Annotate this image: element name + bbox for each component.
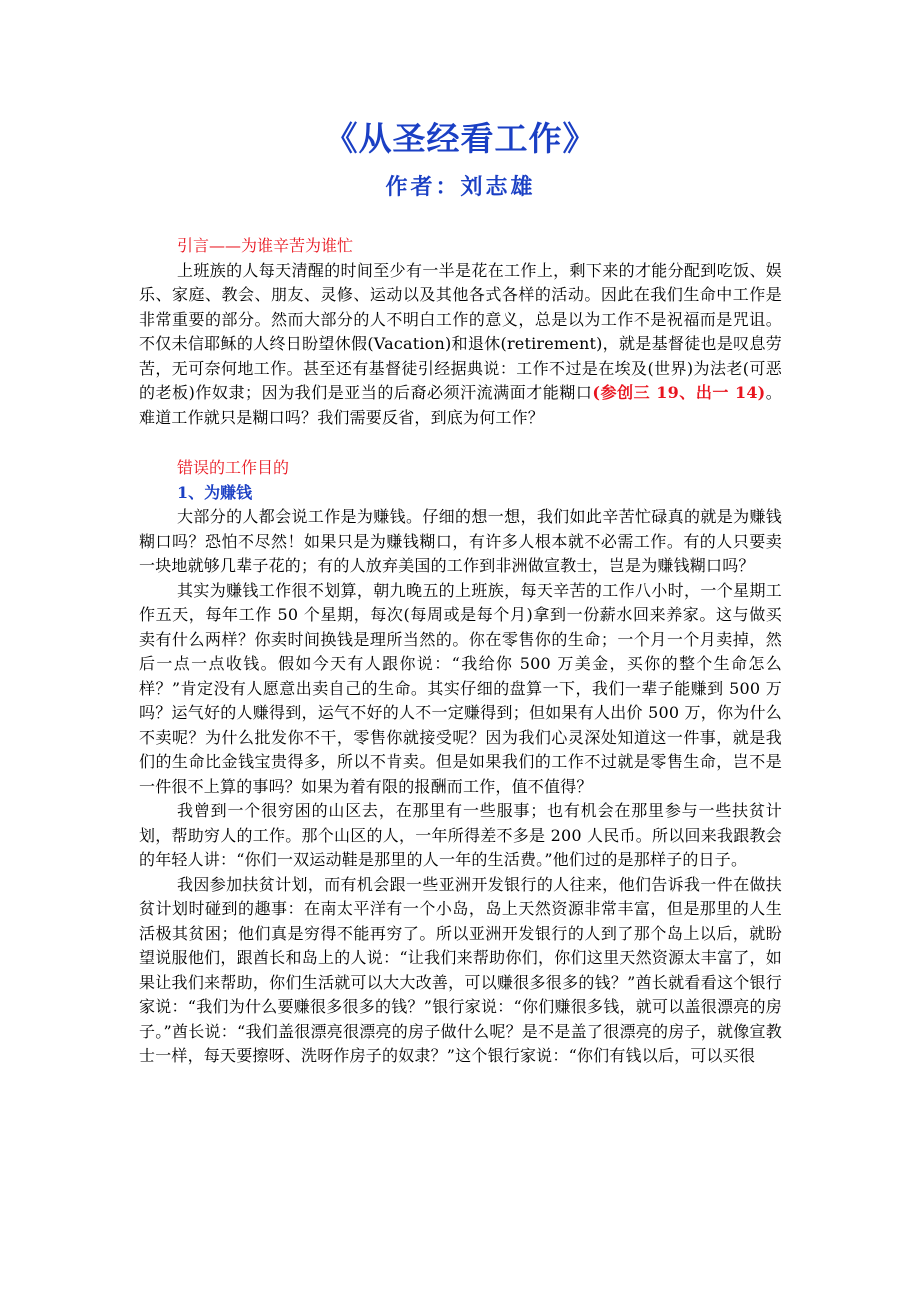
body-paragraph-3: 我曾到一个很穷困的山区去，在那里有一些服事；也有机会在那里参与一些扶贫计划，帮助穷人的工作。那个山区的人，一年所得差不多是 200 人民币。所以回来我跟教会的年轻人讲：“你们一双运动鞋是那里的人一年的生活费。”他们过的是那样子的日子。: [139, 801, 782, 869]
intro-paragraph-ending: 。难道工作就只是糊口吗？我们需要反省，到底为何工作？: [139, 383, 782, 427]
document-author: 作者：刘志雄: [385, 175, 536, 200]
intro-paragraph: [139, 259, 782, 431]
body-paragraph-2: 其实为赚钱工作很不划算，朝九晚五的上班族，每天辛苦的工作八小时，一个星期工作五天，每年工作 50 个星期，每次(每周或是每个月)拿到一份薪水回来养家。这与做买卖有什么两样？你卖时间换钱是理所当然的。你在零售你的生命；一个月一个月卖掉，然后一点一点收钱。假如今天有人跟你说：“我给你 500 万美金，买你的整个生命怎么样？”肯定没有人愿意出卖自己的生命。其实仔细的盘算一下，我们一辈子能赚到 500 万吗？运气好的人赚得到，运气不好的人不一定赚得到；但如果有人出价 500 万，你为什么不卖呢？为什么批发你不干，零售你就接受呢？因为我们心灵深处知道这一件事，就是我们的生命比金钱宝贵得多，所以不肯卖。但是如果我们的工作不过就是零售生命，岂不是一件很不上算的事吗？如果为着有限的报酬而工作，值不值得？: [139, 580, 782, 796]
section-heading: 错误的工作目的: [177, 458, 290, 477]
intro-heading: 引言——为谁辛苦为谁忙: [177, 236, 354, 255]
spacer: [139, 204, 782, 234]
intro-paragraph-text: 上班族的人每天清醒的时间至少有一半是花在工作上，剩下来的才能分配到吃饭、娱乐、家庭、教会、朋友、灵修、运动以及其他各式各样的活动。因此在我们生命中工作是非常重要的部分。然而大部分的人不明白工作的意义，总是以为工作不是祝福而是咒诅。不仅未信耶稣的人终日盼望休假(Vacation)和退休(retirement)，就是基督徒也是叹息劳苦，无可奈何地工作。甚至还有基督徒引经据典说：工作不过是在埃及(世界)为法老(可恶的老板)作奴隶；因为我们是亚当的后裔必须汗流满面才能糊口: [139, 260, 782, 402]
scripture-reference: (参创三 19、出一 14): [592, 383, 766, 402]
body-paragraph-4: 我因参加扶贫计划，而有机会跟一些亚洲开发银行的人往来，他们告诉我一件在做扶贫计划时碰到的趣事：在南太平洋有一个小岛，岛上天然资源非常丰富，但是那里的人生活极其贫困；他们真是穷得不能再穷了。所以亚洲开发银行的人到了那个岛上以后，就盼望说服他们，跟酋长和岛上的人说：“让我们来帮助你们，你们这里天然资源太丰富了，如果让我们来帮助，你们生活就可以大大改善，可以赚很多很多的钱？”酋长就看看这个银行家说：“我们为什么要赚很多很多的钱？”银行家说：“你们赚很多钱，就可以盖很漂亮的房子。”酋长说：“我们盖很漂亮很漂亮的房子做什么呢？是不是盖了很漂亮的房子，就像宣教士一样，每天要擦呀、洗呀作房子的奴隶？”这个银行家说：“你们有钱以后，可以买很: [139, 874, 782, 1065]
section-subheading: 1、为赚钱: [177, 482, 253, 502]
document-page: [139, 116, 782, 1069]
document-title: 《从圣经看工作》: [324, 119, 597, 158]
spacer: [139, 430, 782, 456]
body-paragraph-1: 大部分的人都会说工作是为赚钱。仔细的想一想，我们如此辛苦忙碌真的就是为赚钱糊口吗？恐怕不尽然！如果只是为赚钱糊口，有许多人根本就不必需工作。有的人只要卖一块地就够几辈子花的；有的人放弃美国的工作到非洲做宣教士，岂是为赚钱糊口吗？: [139, 507, 782, 575]
